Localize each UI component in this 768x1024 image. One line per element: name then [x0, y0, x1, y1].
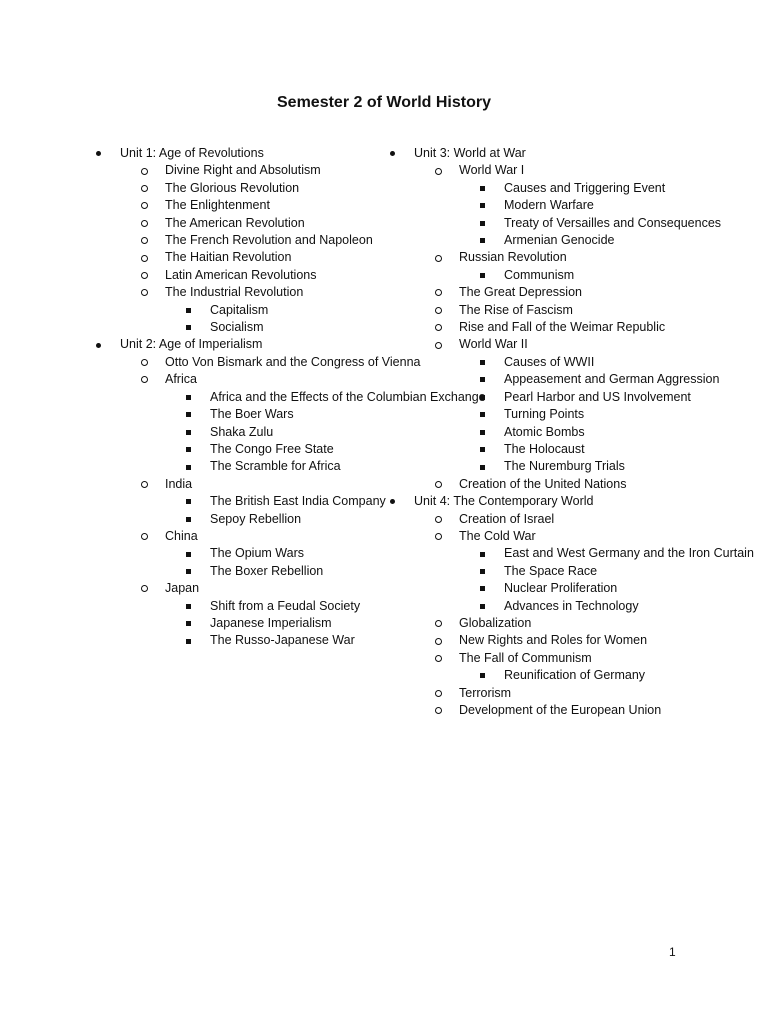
outline-item-level-3 [382, 354, 768, 371]
outline-item-text: East and West Germany and the Iron Curtain [504, 546, 754, 561]
outline-item-text: The Space Race [504, 563, 598, 578]
bullet-circle-icon [435, 162, 442, 179]
bullet-circle-icon [435, 511, 442, 528]
bullet-circle-icon [141, 267, 148, 284]
outline-item-text: The Scramble for Africa [210, 459, 341, 474]
bullet-circle-icon [141, 162, 148, 179]
outline-item-text: The British East India Company [210, 494, 386, 509]
bullet-square-icon [186, 424, 191, 441]
bullet-circle-icon [435, 632, 442, 649]
bullet-disc-icon [390, 145, 395, 162]
outline-item-text: The Industrial Revolution [165, 285, 304, 300]
bullet-square-icon [186, 458, 191, 475]
outline-item-level-2 [382, 650, 768, 667]
bullet-square-icon [480, 354, 485, 371]
outline-item-level-3 [382, 232, 768, 249]
bullet-circle-icon [141, 249, 148, 266]
outline-item-text: World War II [459, 337, 528, 352]
bullet-circle-icon [141, 354, 148, 371]
outline-item-level-3 [382, 545, 768, 562]
outline-item-text: Africa [165, 372, 197, 387]
bullet-square-icon [480, 598, 485, 615]
outline-item-level-2 [382, 319, 768, 336]
bullet-square-icon [186, 441, 191, 458]
outline-item-level-3 [382, 580, 768, 597]
outline-item-text: Modern Warfare [504, 198, 594, 213]
bullet-square-icon [186, 406, 191, 423]
bullet-circle-icon [435, 702, 442, 719]
bullet-square-icon [480, 441, 485, 458]
outline-item-text: The Opium Wars [210, 546, 305, 561]
bullet-square-icon [480, 267, 485, 284]
bullet-circle-icon [141, 476, 148, 493]
bullet-circle-icon [435, 528, 442, 545]
bullet-square-icon [480, 406, 485, 423]
bullet-circle-icon [435, 685, 442, 702]
bullet-square-icon [186, 563, 191, 580]
outline-item-level-2 [382, 685, 768, 702]
outline-item-level-2 [382, 284, 768, 301]
outline-item-text: Socialism [210, 320, 264, 335]
bullet-disc-icon [390, 493, 395, 510]
bullet-circle-icon [141, 215, 148, 232]
outline-item-level-3 [382, 667, 768, 684]
outline-item-text: Creation of the United Nations [459, 476, 627, 491]
outline-item-text: Causes and Triggering Event [504, 180, 666, 195]
outline-item-level-3 [382, 406, 768, 423]
outline-item-level-3 [382, 215, 768, 232]
outline-item-text: Divine Right and Absolutism [165, 163, 321, 178]
outline-item-text: The Nuremburg Trials [504, 459, 625, 474]
bullet-square-icon [186, 511, 191, 528]
bullet-circle-icon [141, 232, 148, 249]
outline-item-text: Unit 3: World at War [414, 146, 526, 160]
bullet-circle-icon [141, 180, 148, 197]
outline-item-level-2 [382, 615, 768, 632]
outline-item-text: Armenian Genocide [504, 233, 615, 248]
outline-item-text: The American Revolution [165, 215, 305, 230]
outline-item-level-3 [382, 458, 768, 475]
outline-item-text: Unit 1: Age of Revolutions [120, 146, 264, 160]
bullet-square-icon [186, 302, 191, 319]
outline-item-text: The Boxer Rebellion [210, 563, 324, 578]
bullet-square-icon [480, 667, 485, 684]
outline-item-text: Unit 4: The Contemporary World [414, 494, 594, 509]
outline-item-text: Terrorism [459, 685, 512, 700]
outline-item-level-3 [382, 441, 768, 458]
bullet-square-icon [480, 424, 485, 441]
outline-item-text: Nuclear Proliferation [504, 581, 618, 596]
outline-item-text: Reunification of Germany [504, 668, 646, 683]
outline-item-text: Latin American Revolutions [165, 267, 317, 282]
bullet-square-icon [480, 389, 485, 406]
outline-item-level-2 [382, 511, 768, 528]
bullet-square-icon [480, 232, 485, 249]
outline-item-text: Shift from a Feudal Society [210, 598, 361, 613]
bullet-square-icon [480, 180, 485, 197]
bullet-square-icon [186, 493, 191, 510]
outline-item-text: Causes of WWII [504, 354, 595, 369]
outline-item-level-2 [382, 702, 768, 719]
outline-item-level-3 [382, 424, 768, 441]
bullet-disc-icon [96, 145, 101, 162]
outline-item-text: Turning Points [504, 407, 585, 422]
outline-item-text: The French Revolution and Napoleon [165, 233, 373, 248]
outline-item-level-2 [382, 302, 768, 319]
outline-item-text: The Russo-Japanese War [210, 633, 355, 648]
bullet-square-icon [186, 319, 191, 336]
bullet-circle-icon [141, 371, 148, 388]
outline-item-text: Treaty of Versailles and Consequences [504, 215, 722, 230]
outline-list-right [382, 145, 754, 719]
outline-item-text: World War I [459, 163, 525, 178]
outline-item-text: Japan [165, 581, 200, 596]
outline-item-text: The Great Depression [459, 285, 582, 300]
bullet-square-icon [186, 389, 191, 406]
outline-item-text: Africa and the Effects of the Columbian Exchange [210, 389, 486, 404]
bullet-square-icon [480, 545, 485, 562]
outline-item-text: Atomic Bombs [504, 424, 585, 439]
outline-item-level-2 [382, 249, 768, 266]
bullet-square-icon [480, 197, 485, 214]
outline-item-text: New Rights and Roles for Women [459, 633, 648, 648]
outline-item-level-2 [382, 162, 768, 179]
bullet-square-icon [186, 545, 191, 562]
outline-item-text: The Enlightenment [165, 198, 270, 213]
bullet-circle-icon [435, 319, 442, 336]
page-number: 1 [669, 945, 676, 959]
outline-item-text: Development of the European Union [459, 703, 662, 717]
bullet-circle-icon [435, 302, 442, 319]
bullet-square-icon [480, 215, 485, 232]
bullet-disc-icon [96, 336, 101, 353]
outline-item-text: The Haitian Revolution [165, 250, 292, 265]
bullet-circle-icon [435, 615, 442, 632]
outline-item-level-3 [382, 563, 768, 580]
outline-item-text: The Boer Wars [210, 407, 294, 422]
outline-item-text: Advances in Technology [504, 598, 639, 613]
outline-item-text: India [165, 476, 193, 491]
bullet-circle-icon [435, 284, 442, 301]
outline-item-text: Sepoy Rebellion [210, 511, 302, 526]
outline-item-level-1 [88, 336, 420, 353]
bullet-circle-icon [141, 284, 148, 301]
outline-item-text: Globalization [459, 615, 532, 630]
bullet-circle-icon [141, 580, 148, 597]
outline-item-text: Appeasement and German Aggression [504, 372, 720, 387]
bullet-circle-icon [435, 249, 442, 266]
outline-item-text: Japanese Imperialism [210, 615, 332, 630]
outline-item-level-2 [382, 528, 768, 545]
bullet-circle-icon [435, 650, 442, 667]
outline-item-level-3 [382, 197, 768, 214]
outline-item-text: Creation of Israel [459, 511, 555, 526]
outline-item-text: The Fall of Communism [459, 650, 592, 665]
outline-item-text: The Rise of Fascism [459, 302, 573, 317]
outline-item-level-1 [382, 145, 734, 162]
outline-item-text: Shaka Zulu [210, 424, 274, 439]
outline-item-level-3 [382, 180, 768, 197]
right-outline-column [382, 145, 754, 719]
outline-item-level-3 [382, 371, 768, 388]
outline-item-level-2 [382, 476, 768, 493]
bullet-square-icon [480, 563, 485, 580]
bullet-square-icon [480, 580, 485, 597]
outline-item-level-2 [382, 336, 768, 353]
outline-item-text: Otto Von Bismark and the Congress of Vienna [165, 354, 421, 369]
outline-item-level-3 [382, 598, 768, 615]
bullet-square-icon [480, 371, 485, 388]
bullet-circle-icon [141, 197, 148, 214]
bullet-circle-icon [141, 528, 148, 545]
outline-item-level-3 [382, 267, 768, 284]
bullet-circle-icon [435, 336, 442, 353]
outline-item-text: The Cold War [459, 528, 536, 543]
outline-item-text: Capitalism [210, 302, 269, 317]
outline-item-text: Russian Revolution [459, 250, 567, 265]
outline-item-text: The Congo Free State [210, 441, 334, 456]
outline-item-level-1 [382, 493, 734, 510]
outline-item-text: The Holocaust [504, 441, 585, 456]
outline-item-text: The Glorious Revolution [165, 180, 300, 195]
bullet-square-icon [186, 615, 191, 632]
bullet-square-icon [186, 598, 191, 615]
outline-item-text: China [165, 528, 198, 543]
outline-item-level-3 [382, 389, 768, 406]
outline-item-text: Unit 2: Age of Imperialism [120, 337, 263, 352]
outline-item-text: Communism [504, 267, 575, 282]
bullet-circle-icon [435, 476, 442, 493]
outline-item-text: Pearl Harbor and US Involvement [504, 389, 691, 404]
outline-item-level-2 [382, 632, 768, 649]
page-title: Semester 2 of World History [277, 94, 491, 111]
bullet-square-icon [480, 458, 485, 475]
outline-item-level-1 [88, 145, 420, 162]
bullet-square-icon [186, 632, 191, 649]
outline-item-text: Rise and Fall of the Weimar Republic [459, 320, 666, 335]
